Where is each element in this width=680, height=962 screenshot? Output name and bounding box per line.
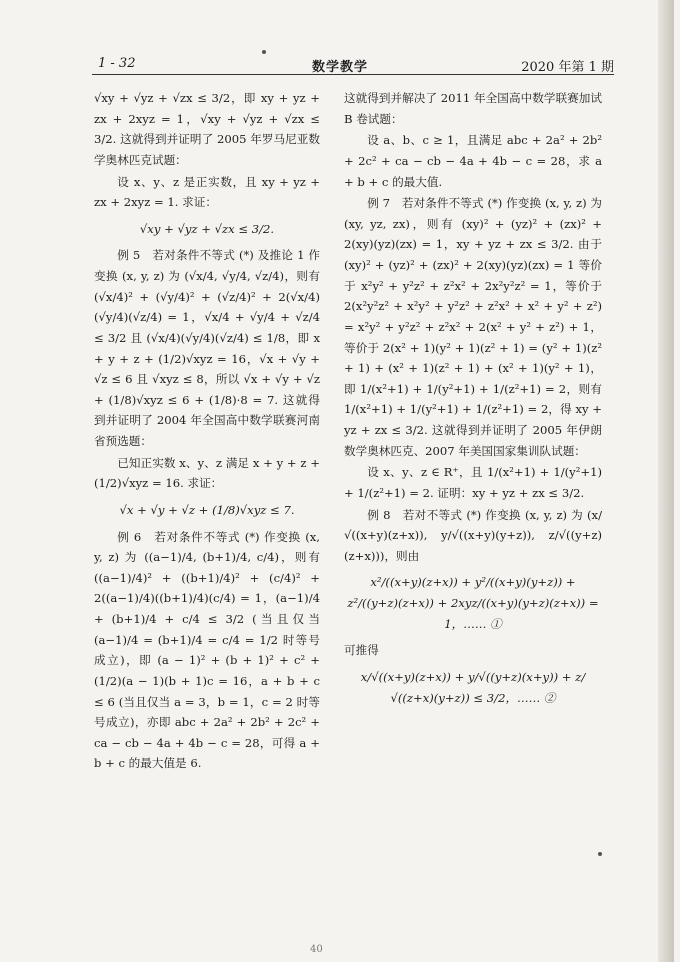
paragraph: 设 x、y、z 是正实数，且 xy + yz + zx + 2xyz = 1. 求证： [94,174,320,210]
formula: x/√((x+y)(z+x)) + y/√((y+z)(x+y)) + z/√((z+x)(y+z)) ≤ 3/2，…… ② [360,669,586,705]
paragraph: 例 8 若对不等式 (*) 作变换 (x, y, z) 为 (x/√((x+y)(z+x)), y/√((x+y)(y+z)), z/√((y+z)(z+x)))，则由 [344,507,602,563]
paragraph: 设 a、b、c ≥ 1，且满足 abc + 2a² + 2b² + 2c² + ca − cb − 4a + 4b − c = 28，求 a + b + c 的最大值. [344,133,602,189]
paragraph: 可推得 [344,643,379,658]
issue-label: 2020 年第 1 期 [521,60,614,75]
paragraph: √xy + √yz + √zx ≤ 3/2，即 xy + yz + zx + 2xyz = 1，√xy + √yz + √zx ≤ 3/2. 这就得到并证明了 2005 年罗马尼亚数学奥林匹克试题： [94,91,320,167]
paragraph: 例 6 若对条件不等式 (*) 作变换 (x, y, z) 为 ((a−1)/4, (b+1)/4, c/4)，则有 ((a−1)/4)² + ((b+1)/4)² + (c/4)² + 2((a−1)/4)((b+1)/4)(c/4) = 1，(a−1)/4 + (b+1)/4 + c/4 ≤ 3/2 (当且仅当 (a−1)/4 = (b+1)/4 = c/4 = 1/2 时等号成立)，即 (a − 1)² + (b + 1)² + c² + (1/2)(a − 1)(b + 1)c = 16，a + b + c ≤ 6 (当且仅当 a = 3，b = 1，c = 2 时等号成立)，亦即 abc + 2a² + 2b² + 2c² + ca − cb − 4a + 4b − c = 28，可得 a + b + c 的最大值是 6. [94,529,320,771]
formula: √xy + √yz + √zx ≤ 3/2. [139,221,275,236]
paragraph: 例 7 若对条件不等式 (*) 作变换 (x, y, z) 为 (xy, yz, zx)，则有 (xy)² + (yz)² + (zx)² + 2(xy)(yz)(zx) = 1，xy + yz + zx ≤ 3/2. 由于 (xy)² + (yz)² + (zx)² + 2(xy)(yz)(zx) = 1 等价于 x²y² + y²z² + z²x² + 2x²y²z² = 1，等价于 2(x²y²z² + x²y² + y²z² + z²x² + x² + y² + z²) = x²y² + y²z² + z²x² + 2(x² + y² + z²) + 1，等价于 2(x² + 1)(y² + 1)(z² + 1) = (y² + 1)(z² + 1) + (x² + 1)(z² + 1) + (x² + 1)(y² + 1)，即 1/(x²+1) + 1/(y²+1) + 1/(z²+1) = 2，则有 1/(x²+1) + 1/(y²+1) + 1/(z²+1) = 2，得 xy + yz + zx ≤ 3/2. 这就得到并证明了 2005 年伊朗数学奥林匹克、2007 年美国国家集训队试题： [344,196,602,458]
ink-speck [262,50,266,54]
paragraph: 这就得到并解决了 2011 年全国高中数学联赛加试 B 卷试题： [344,91,602,126]
formula: x²/((x+y)(z+x)) + y²/((x+y)(y+z)) + z²/((y+z)(z+x)) + 2xyz/((x+y)(y+z)(z+x)) = 1，…… ① [347,575,599,631]
journal-title: 数学教学 [311,60,368,75]
page-number: 1 - 32 [98,56,136,71]
footer-page-number: 40 [310,944,323,955]
paragraph: 例 5 若对条件不等式 (*) 及推论 1 作变换 (x, y, z) 为 (√x/4, √y/4, √z/4)，则有 (√x/4)² + (√y/4)² + (√z/4)² + 2(√x/4)(√y/4)(√z/4) = 1，√x/4 + √y/4 + √z/4 ≤ 3/2 且 (√x/4)(√y/4)(√z/4) ≤ 1/8，即 x + y + z + (1/2)√xyz = 16，√x + √y + √z ≤ 6 且 √xyz ≤ 8，所以 √x + √y + √z + (1/8)√xyz ≤ 6 + (1/8)·8 = 7. 这就得到并证明了 2004 年全国高中数学联赛河南省预选题： [94,248,320,448]
header-rule [92,74,614,75]
paragraph: 设 x、y、z ∈ R⁺，且 1/(x²+1) + 1/(y²+1) + 1/(z²+1) = 2. 证明：xy + yz + zx ≤ 3/2. [344,465,602,500]
ink-speck [598,852,602,856]
page-spine-shadow [658,0,674,962]
right-column [344,88,602,714]
paragraph: 已知正实数 x、y、z 满足 x + y + z + (1/2)√xyz = 16. 求证： [94,455,320,491]
formula: √x + √y + √z + (1/8)√xyz ≤ 7. [119,502,295,517]
left-column [94,88,320,775]
